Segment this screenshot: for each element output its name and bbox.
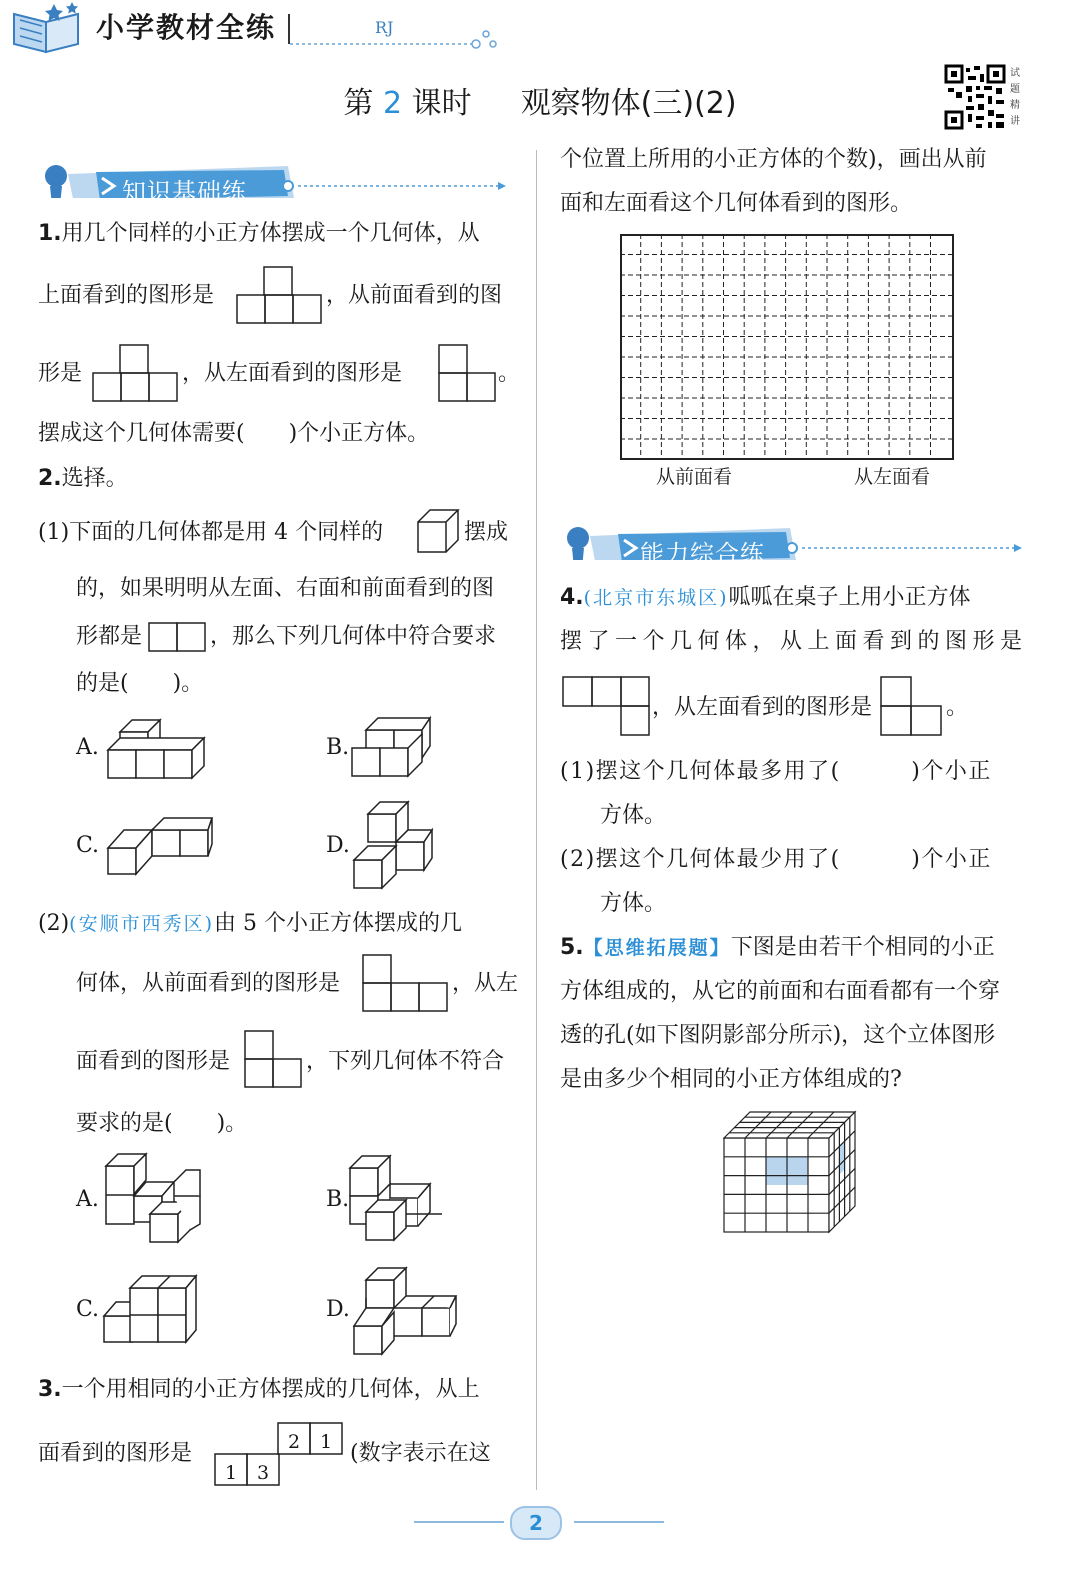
- q5-tag: 【思维拓展题】: [583, 937, 731, 959]
- q3-line1: [38, 1378, 480, 1402]
- q1-number: 1.: [38, 221, 62, 246]
- q1-line2a: 上面看到的图形是: [38, 283, 215, 308]
- q2-p2-line2a: 何体，从前面看到的图形是: [76, 971, 341, 996]
- lesson-prefix: 第: [343, 86, 374, 121]
- q2-p2-left-view-figure: [244, 1030, 302, 1088]
- q2-p2-line1: [38, 912, 462, 936]
- q2-p2-line3a: 面看到的图形是: [76, 1049, 231, 1074]
- series-title: 小学教材全练: [96, 11, 277, 44]
- q2-p1-option-d-figure[interactable]: [350, 798, 436, 892]
- qr-label-char: 讲: [1010, 116, 1020, 127]
- q2-p1-line3a: 形都是: [76, 624, 143, 649]
- q1-line3c: 。: [498, 361, 521, 386]
- q1-line3b: ，从左面看到的图形是: [182, 361, 403, 386]
- q2-title-text: 选择。: [61, 466, 128, 491]
- q2-p2-front-view-figure: [362, 954, 448, 1012]
- q5-line4: 是由多少个相同的小正方体组成的?: [560, 1067, 902, 1092]
- q4-number: 4.: [560, 585, 584, 610]
- q3-line2b: (数字表示在这: [350, 1441, 491, 1466]
- lesson-title: [0, 78, 1080, 122]
- q3-answer-grid[interactable]: [620, 234, 956, 462]
- q4-text: 呱呱在桌子上用小正方体: [728, 585, 971, 610]
- header-rule: [290, 20, 510, 50]
- section-banner-basic: [36, 158, 516, 198]
- q1-left-view-figure: [438, 344, 496, 402]
- q2-p2-line3b: ，下列几何体不符合: [306, 1049, 505, 1074]
- q2-p1-option-a-figure[interactable]: [104, 716, 208, 782]
- q4-part1: (1)摆这个几何体最多用了( )个小正: [560, 759, 992, 784]
- q2-p1-option-a-label[interactable]: A.: [76, 735, 99, 760]
- q2-p1-line1a: (1)下面的几何体都是用 4 个同样的: [38, 520, 384, 545]
- q2-p2-prefix: (2): [38, 911, 70, 936]
- q1-top-view-figure: [236, 266, 322, 324]
- page-number: 2: [510, 1506, 562, 1540]
- q1-line4: 摆成这个几何体需要( )个小正方体。: [38, 421, 430, 446]
- q2-p1-view-figure: [148, 622, 206, 652]
- q4-line3a: ，从左面看到的图形是: [652, 695, 873, 720]
- q2-p2-option-b-figure[interactable]: [346, 1152, 446, 1244]
- cube-icon: [416, 508, 460, 554]
- q2-p1-option-c-figure[interactable]: [104, 814, 214, 878]
- q4-left-view-figure: [880, 676, 942, 736]
- lesson-suffix: 课时: [411, 86, 472, 121]
- q1-text: 用几个同样的小正方体摆成一个几何体，从: [61, 221, 480, 246]
- q2-p2-line2b: ，从左: [452, 971, 519, 996]
- q1-front-view-figure: [92, 344, 178, 402]
- q2-p1-line1b: 摆成: [464, 520, 509, 545]
- q1-line1: [38, 222, 480, 246]
- q2-number: 2.: [38, 466, 62, 491]
- q2-p2-option-d-figure[interactable]: [350, 1264, 460, 1358]
- q4-line3b: 。: [946, 695, 969, 720]
- q5-line3: 透的孔(如下图阴影部分所示)，这个立体图形: [560, 1023, 996, 1048]
- q4-part2: (2)摆这个几何体最少用了( )个小正: [560, 847, 992, 872]
- qr-label-char: 精: [1010, 100, 1020, 111]
- section-title-basic: 知识基础练: [122, 178, 247, 206]
- q5-number: 5.: [560, 935, 584, 960]
- q3-line3: 个位置上所用的小正方体的个数)，画出从前: [560, 147, 987, 172]
- q4-part1-cont: 方体。: [600, 803, 667, 828]
- q2-p2-option-c-figure[interactable]: [100, 1272, 200, 1346]
- q4-line2: 摆了一个几何体，从上面看到的图形是: [560, 629, 1028, 654]
- q1-line3a: 形是: [38, 361, 83, 386]
- q2-p1-line2: 的，如果明明从左面、右面和前面看到的图: [76, 576, 495, 601]
- q3-count-cell: 1: [320, 1431, 333, 1453]
- qr-label-char: 题: [1010, 84, 1020, 95]
- q2-p2-option-a-figure[interactable]: [102, 1150, 206, 1246]
- q4-line1: [560, 586, 971, 610]
- lesson-name: 观察物体(三)(2): [520, 86, 737, 121]
- grid-caption-left: 从左面看: [854, 466, 931, 488]
- q3-count-cell: 1: [225, 1462, 238, 1484]
- q2-p2-source: (安顺市西秀区): [69, 913, 214, 935]
- book-logo-icon: [8, 0, 88, 56]
- q5-line2: 方体组成的，从它的前面和右面看都有一个穿: [560, 979, 1001, 1004]
- q3-text: 一个用相同的小正方体摆成的几何体，从上: [61, 1377, 480, 1402]
- q2-p1-option-c-label[interactable]: C.: [76, 833, 100, 858]
- q2-p2-option-a-label[interactable]: A.: [76, 1187, 99, 1212]
- q4-top-view-figure: [562, 676, 650, 736]
- q2-p2-line4: 要求的是( )。: [76, 1111, 248, 1136]
- q1-line2b: ，从前面看到的图: [326, 283, 503, 308]
- q4-source: (北京市东城区): [583, 587, 729, 609]
- q2-p1-option-b-label[interactable]: B.: [326, 735, 350, 760]
- q5-cube-figure: [722, 1110, 858, 1234]
- section-title-ability: 能力综合练: [640, 540, 765, 568]
- edition-label: RJ: [375, 18, 394, 37]
- q2-p2-text: 由 5 个小正方体摆成的几: [214, 911, 462, 936]
- grid-caption-front: 从前面看: [656, 466, 733, 488]
- q2-p2-option-b-label[interactable]: B.: [326, 1187, 350, 1212]
- section-banner-ability: [558, 520, 1028, 560]
- q2-p1-option-d-label[interactable]: D.: [326, 833, 350, 858]
- q3-line2a: 面看到的图形是: [38, 1441, 193, 1466]
- q2-p1-line4: 的是( )。: [76, 671, 204, 696]
- q2-p2-option-c-label[interactable]: C.: [76, 1297, 100, 1322]
- q3-line4: 面和左面看这个几何体看到的图形。: [560, 191, 913, 216]
- q2-p2-option-d-label[interactable]: D.: [326, 1297, 350, 1322]
- q5-line1: [560, 936, 995, 960]
- qr-label-char: 试: [1010, 68, 1020, 79]
- q2-p1-line3b: ，那么下列几何体中符合要求: [210, 624, 497, 649]
- qr-code-icon[interactable]: [944, 64, 1006, 130]
- q2-title: [38, 467, 128, 491]
- lesson-number: 2: [382, 86, 403, 121]
- qr-label: [1010, 66, 1024, 130]
- q5-text: 下图是由若干个相同的小正: [730, 935, 995, 960]
- q3-number: 3.: [38, 1377, 62, 1402]
- column-divider: [536, 150, 537, 1490]
- q3-count-cell: 3: [257, 1462, 270, 1484]
- q2-p1-option-b-figure[interactable]: [348, 714, 434, 780]
- q3-count-cell: 2: [288, 1431, 301, 1453]
- q4-part2-cont: 方体。: [600, 891, 667, 916]
